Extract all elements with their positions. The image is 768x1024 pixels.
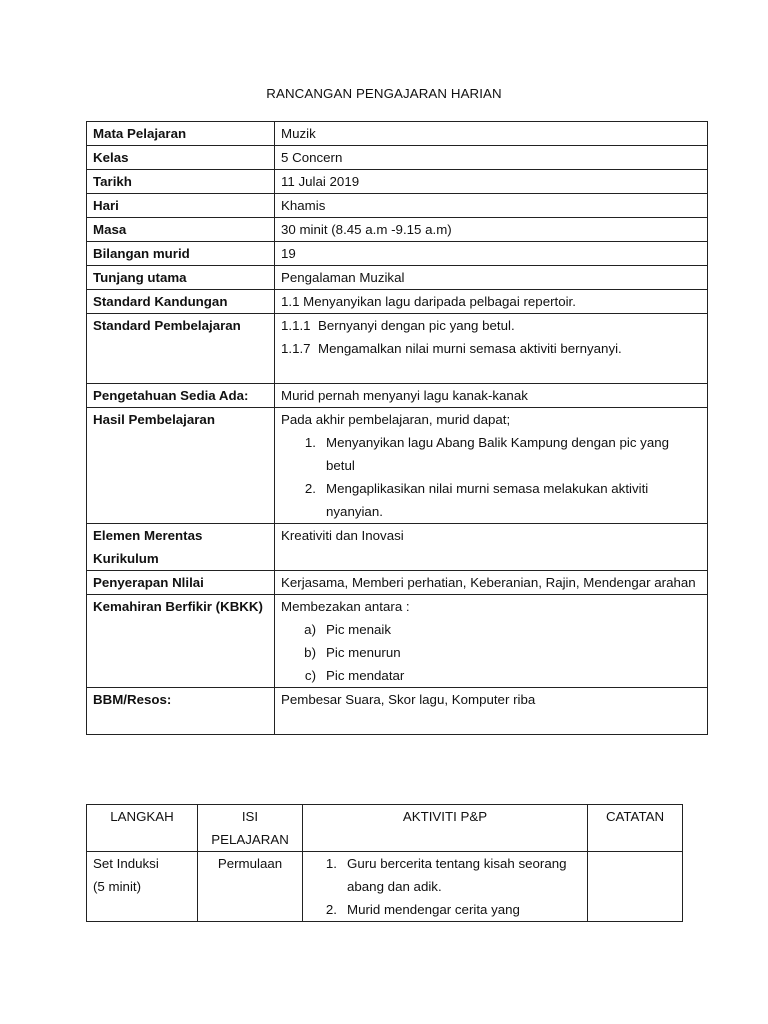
table-row bbox=[87, 242, 708, 266]
item-text: Pic menurun bbox=[326, 645, 401, 660]
list-item bbox=[281, 477, 701, 523]
row-value: Kreativiti dan Inovasi bbox=[275, 524, 708, 571]
item-text: Mengaplikasikan nilai murni semasa melakukan aktiviti nyanyian. bbox=[326, 481, 649, 519]
table-row bbox=[87, 170, 708, 194]
step-duration: (5 minit) bbox=[93, 879, 142, 894]
row-value: Kerjasama, Memberi perhatian, Keberanian, Rajin, Mendengar arahan bbox=[275, 571, 708, 595]
row-label: Bilangan murid bbox=[87, 242, 275, 266]
column-header: CATATAN bbox=[588, 805, 683, 852]
row-value: Muzik bbox=[275, 122, 708, 146]
table-row bbox=[87, 194, 708, 218]
list-item bbox=[281, 641, 701, 664]
activity-list bbox=[309, 852, 581, 921]
table-row bbox=[87, 408, 708, 524]
item-number: 2. bbox=[304, 481, 316, 496]
row-value: 11 Julai 2019 bbox=[275, 170, 708, 194]
column-header: AKTIVITI P&P bbox=[303, 805, 588, 852]
row-value: Pembesar Suara, Skor lagu, Komputer riba bbox=[275, 688, 708, 735]
list-intro: Pada akhir pembelajaran, murid dapat; bbox=[281, 412, 511, 427]
list-item bbox=[309, 852, 581, 898]
table-row bbox=[87, 290, 708, 314]
item-text: Guru bercerita tentang kisah seorang abang dan adik. bbox=[347, 856, 567, 894]
list-intro: Membezakan antara : bbox=[281, 599, 410, 614]
item-text: Pic mendatar bbox=[326, 668, 405, 683]
table-row bbox=[87, 122, 708, 146]
table-row bbox=[87, 266, 708, 290]
table-row bbox=[87, 384, 708, 408]
row-label: Tarikh bbox=[87, 170, 275, 194]
lesson-steps-table bbox=[86, 804, 683, 922]
list-item bbox=[281, 431, 701, 477]
row-value bbox=[275, 314, 708, 384]
step-name: Set Induksi bbox=[93, 856, 159, 871]
item-text: Bernyanyi dengan pic yang betul. bbox=[318, 318, 515, 333]
row-label: Pengetahuan Sedia Ada: bbox=[87, 384, 275, 408]
list-item bbox=[281, 664, 701, 687]
item-number: 1. bbox=[325, 856, 337, 871]
kbkk-list bbox=[281, 618, 701, 687]
table-row bbox=[87, 688, 708, 735]
row-value: 30 minit (8.45 a.m -9.15 a.m) bbox=[275, 218, 708, 242]
list-item bbox=[281, 337, 701, 360]
table-row bbox=[87, 571, 708, 595]
row-label: Standard Kandungan bbox=[87, 290, 275, 314]
row-value: 19 bbox=[275, 242, 708, 266]
row-label: Kemahiran Berfikir (KBKK) bbox=[87, 595, 275, 688]
row-value: Murid pernah menyanyi lagu kanak-kanak bbox=[275, 384, 708, 408]
table-header-row bbox=[87, 805, 683, 852]
item-text: Pic menaik bbox=[326, 622, 392, 637]
row-label: Kelas bbox=[87, 146, 275, 170]
item-number: 1.1.7 bbox=[281, 341, 311, 356]
table-row bbox=[87, 852, 683, 922]
row-label: BBM/Resos: bbox=[87, 688, 275, 735]
row-label: Tunjang utama bbox=[87, 266, 275, 290]
item-number: 1. bbox=[304, 435, 316, 450]
catatan-cell bbox=[588, 852, 683, 922]
table-row bbox=[87, 314, 708, 384]
list-item bbox=[281, 314, 701, 337]
isi-cell: Permulaan bbox=[198, 852, 303, 922]
lesson-info-table bbox=[86, 121, 708, 735]
column-header: ISI PELAJARAN bbox=[198, 805, 303, 852]
item-number: c) bbox=[304, 668, 316, 683]
row-label: Mata Pelajaran bbox=[87, 122, 275, 146]
langkah-cell bbox=[87, 852, 198, 922]
list-item bbox=[281, 618, 701, 641]
item-text: Menyanyikan lagu Abang Balik Kampung dengan pic yang betul bbox=[326, 435, 670, 473]
row-label: Hasil Pembelajaran bbox=[87, 408, 275, 524]
outcome-list bbox=[281, 431, 701, 523]
row-value bbox=[275, 595, 708, 688]
row-label: Penyerapan Nlilai bbox=[87, 571, 275, 595]
table-row bbox=[87, 524, 708, 571]
page-title: RANCANGAN PENGAJARAN HARIAN bbox=[266, 86, 502, 101]
item-number: 2. bbox=[325, 902, 337, 917]
aktiviti-cell bbox=[303, 852, 588, 922]
item-number: b) bbox=[304, 645, 316, 660]
column-header: LANGKAH bbox=[87, 805, 198, 852]
row-value: Pengalaman Muzikal bbox=[275, 266, 708, 290]
row-label: Hari bbox=[87, 194, 275, 218]
list-item bbox=[309, 898, 581, 921]
row-value bbox=[275, 408, 708, 524]
row-value: 5 Concern bbox=[275, 146, 708, 170]
row-label: Standard Pembelajaran bbox=[87, 314, 275, 384]
item-text: Murid mendengar cerita yang bbox=[347, 902, 520, 917]
row-label: Elemen Merentas Kurikulum bbox=[87, 524, 275, 571]
item-number: a) bbox=[304, 622, 316, 637]
row-value: Khamis bbox=[275, 194, 708, 218]
item-text: Mengamalkan nilai murni semasa aktiviti bernyanyi. bbox=[318, 341, 622, 356]
table-row bbox=[87, 595, 708, 688]
table-row bbox=[87, 218, 708, 242]
row-label: Masa bbox=[87, 218, 275, 242]
table-row bbox=[87, 146, 708, 170]
row-value: 1.1 Menyanyikan lagu daripada pelbagai repertoir. bbox=[275, 290, 708, 314]
item-number: 1.1.1 bbox=[281, 318, 311, 333]
